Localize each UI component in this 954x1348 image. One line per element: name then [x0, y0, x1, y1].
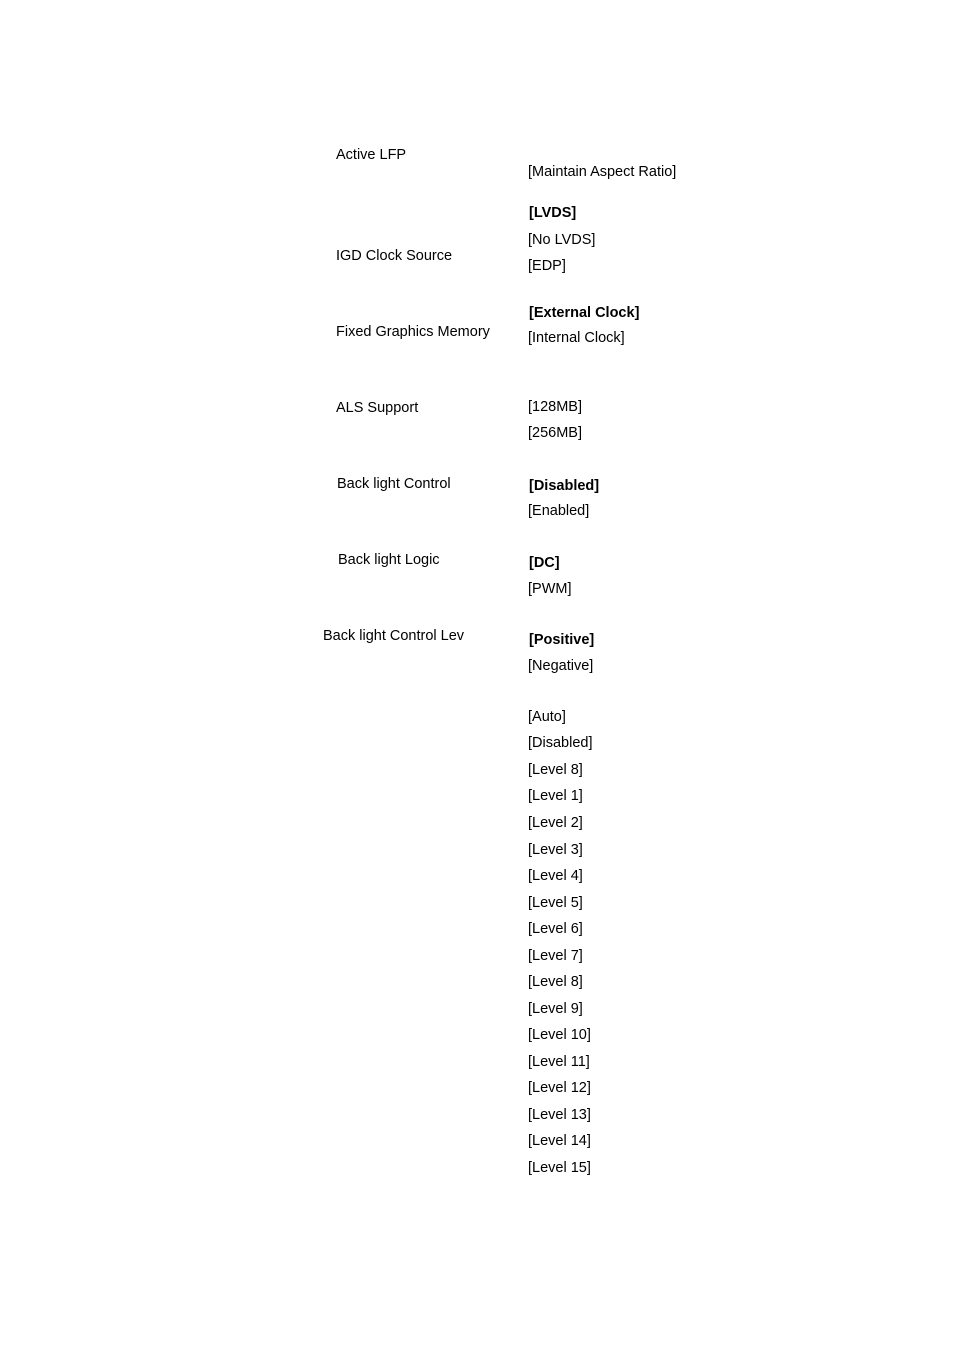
- value-level-option: [Level 13]: [528, 1107, 591, 1123]
- value-level-option: [Level 6]: [528, 921, 583, 937]
- value-level-option: [Level 8]: [528, 974, 583, 990]
- value-negative: [Negative]: [528, 658, 594, 674]
- value-disabled: [Disabled]: [529, 478, 600, 494]
- value-positive: [Positive]: [529, 632, 595, 648]
- value-level-option: [Disabled]: [528, 735, 593, 751]
- label-active-lfp: Active LFP: [336, 147, 407, 163]
- value-internal-clock: [Internal Clock]: [528, 330, 625, 346]
- label-back-light-control: Back light Control: [337, 476, 451, 492]
- value-level-option: [Level 10]: [528, 1027, 591, 1043]
- label-als-support: ALS Support: [336, 400, 419, 416]
- value-dc: [DC]: [529, 555, 560, 571]
- value-level-option: [Level 11]: [528, 1054, 590, 1070]
- value-external-clock: [External Clock]: [529, 305, 640, 321]
- value-pwm: [PWM]: [528, 581, 572, 597]
- label-igd-clock-source: IGD Clock Source: [336, 248, 453, 264]
- value-level-option: [Level 2]: [528, 815, 583, 831]
- value-maintain-aspect-ratio: [Maintain Aspect Ratio]: [528, 164, 677, 180]
- value-level-option: [Auto]: [528, 709, 566, 725]
- label-back-light-control-lev: Back light Control Lev: [323, 628, 465, 644]
- value-128mb: [128MB]: [528, 399, 582, 415]
- value-edp: [EDP]: [528, 258, 566, 274]
- value-level-option: [Level 4]: [528, 868, 583, 884]
- value-level-option: [Level 8]: [528, 762, 583, 778]
- label-fixed-graphics-memory: Fixed Graphics Memory: [336, 324, 490, 340]
- value-level-option: [Level 15]: [528, 1160, 591, 1176]
- label-back-light-logic: Back light Logic: [338, 552, 440, 568]
- value-level-option: [Level 5]: [528, 895, 583, 911]
- value-no-lvds: [No LVDS]: [528, 232, 596, 248]
- value-level-option: [Level 9]: [528, 1001, 583, 1017]
- value-level-option: [Level 1]: [528, 788, 583, 804]
- value-lvds: [LVDS]: [529, 205, 577, 221]
- value-enabled: [Enabled]: [528, 503, 590, 519]
- value-level-option: [Level 14]: [528, 1133, 591, 1149]
- value-level-option: [Level 7]: [528, 948, 583, 964]
- value-256mb: [256MB]: [528, 425, 582, 441]
- value-level-option: [Level 12]: [528, 1080, 591, 1096]
- value-level-option: [Level 3]: [528, 842, 583, 858]
